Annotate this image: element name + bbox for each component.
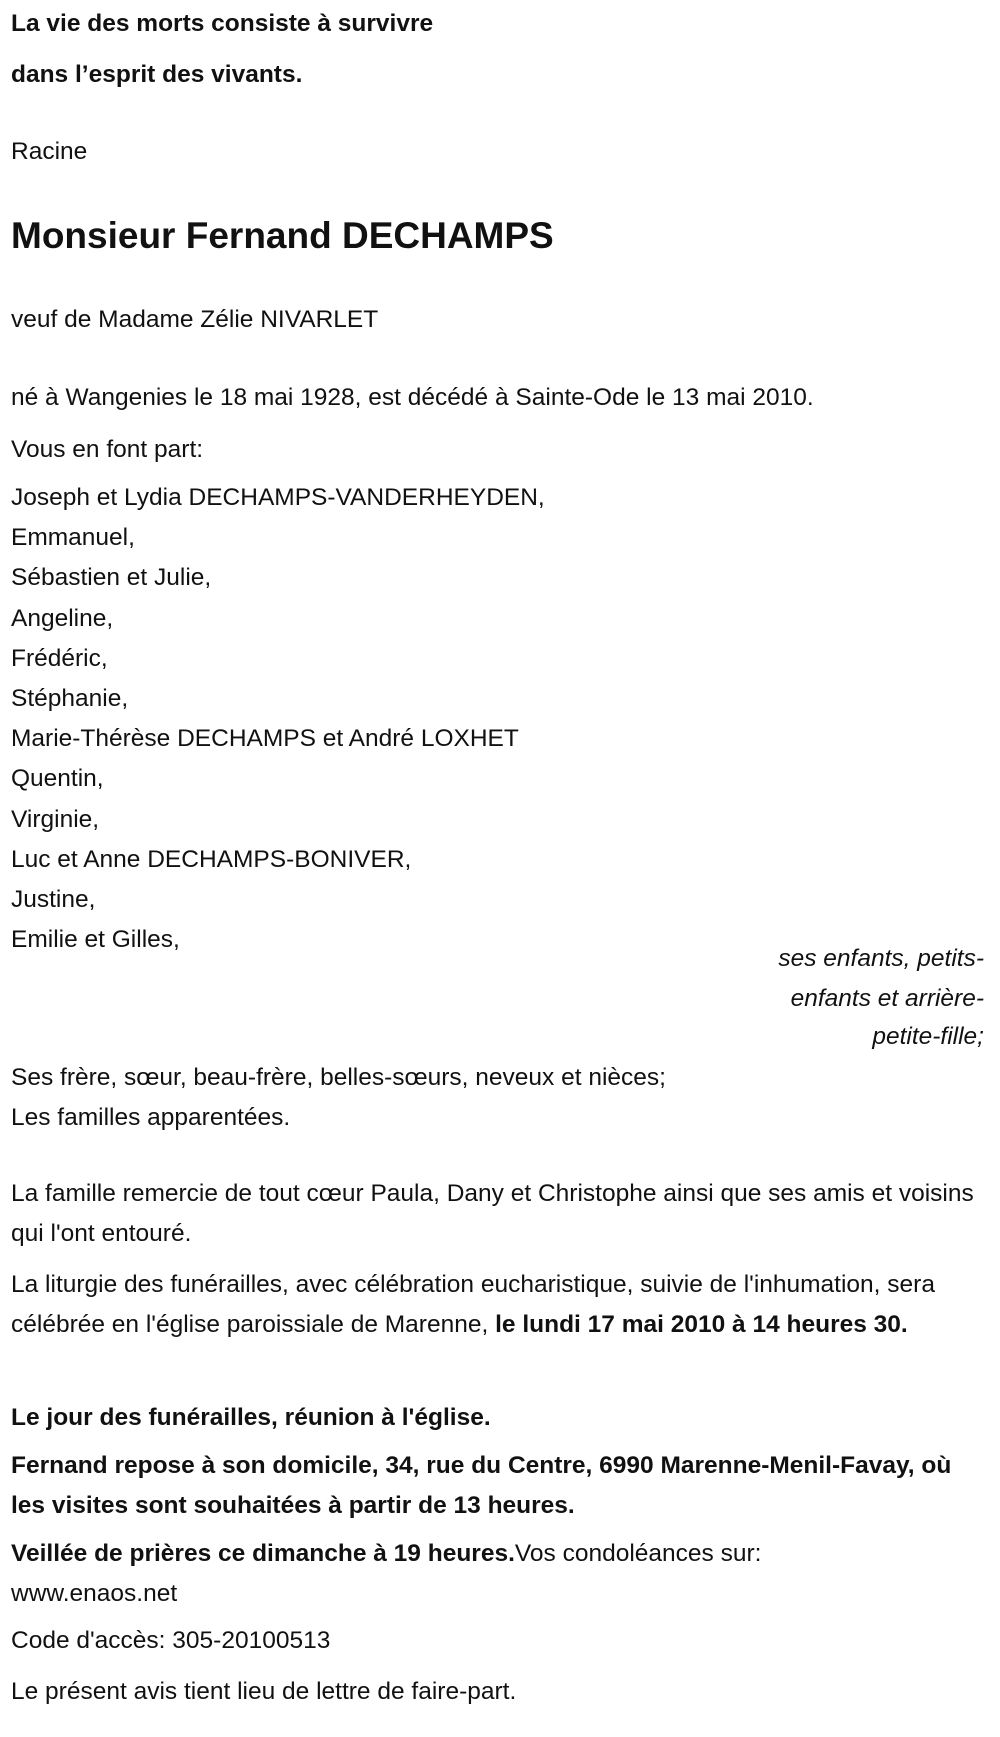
condolences-link[interactable]: www.enaos.net bbox=[11, 1580, 178, 1607]
family-member: Sébastien et Julie, bbox=[11, 564, 212, 592]
liturgy-text: La liturgie des funérailles, avec célébration eucharistique, suivie de l'inhumation, sera célébrée en l'église paroissiale de Marenne, bbox=[11, 1271, 935, 1338]
liturgy-date: le lundi 17 mai 2010 à 14 heures 30. bbox=[495, 1311, 908, 1338]
family-member: Justine, bbox=[11, 886, 96, 913]
family-member: Marie-Thérèse DECHAMPS et André LOXHET bbox=[11, 725, 519, 753]
notice-line: Le présent avis tient lieu de lettre de faire-part. bbox=[11, 1678, 517, 1705]
family-member: Joseph et Lydia DECHAMPS-VANDERHEYDEN, bbox=[11, 484, 545, 511]
rest-paragraph: Fernand repose à son domicile, 34, rue du Centre, 6990 Marenne-Menil-Favay, où les visites sont souhaitées à partir de 13 heures. bbox=[11, 1452, 952, 1519]
family-member: Frédéric, bbox=[11, 644, 108, 672]
relatives-line: Les familles apparentées. bbox=[11, 1104, 291, 1131]
family-member: Emmanuel, bbox=[11, 524, 135, 552]
family-member: Angeline, bbox=[11, 604, 114, 632]
family-role-line: ses enfants, petits- bbox=[778, 945, 984, 972]
condolences-text: Vos condoléances sur: bbox=[514, 1540, 762, 1567]
family-member: Luc et Anne DECHAMPS-BONIVER, bbox=[11, 845, 412, 873]
quote-author: Racine bbox=[11, 138, 88, 165]
vigil-text: Veillée de prières ce dimanche à 19 heures. bbox=[11, 1540, 515, 1567]
liturgy-paragraph bbox=[11, 1265, 986, 1345]
family-member: Stéphanie, bbox=[11, 685, 129, 712]
thanks-paragraph: La famille remercie de tout cœur Paula, Dany et Christophe ainsi que ses amis et voisins qui l'ont entouré. bbox=[11, 1180, 974, 1247]
access-code: Code d'accès: 305-20100513 bbox=[11, 1627, 331, 1654]
birth-death-line: né à Wangenies le 18 mai 1928, est décédé à Sainte-Ode le 13 mai 2010. bbox=[11, 384, 814, 411]
widower-line: veuf de Madame Zélie NIVARLET bbox=[11, 306, 379, 333]
page-title: Monsieur Fernand DECHAMPS bbox=[11, 215, 554, 256]
meeting-line: Le jour des funérailles, réunion à l'église. bbox=[11, 1404, 491, 1431]
family-role-line: petite-fille; bbox=[872, 1023, 984, 1050]
family-role-line: enfants et arrière- bbox=[790, 985, 984, 1012]
intro-line: Vous en font part: bbox=[11, 436, 204, 463]
quote-line-1: La vie des morts consiste à survivre bbox=[11, 10, 434, 37]
family-member: Emilie et Gilles, bbox=[11, 926, 180, 954]
family-member: Quentin, bbox=[11, 765, 104, 793]
family-member: Virginie, bbox=[11, 805, 100, 833]
quote-line-2: dans l’esprit des vivants. bbox=[11, 61, 303, 88]
vigil-paragraph bbox=[11, 1534, 986, 1614]
relatives-line: Ses frère, sœur, beau-frère, belles-sœurs, neveux et nièces; bbox=[11, 1064, 666, 1091]
